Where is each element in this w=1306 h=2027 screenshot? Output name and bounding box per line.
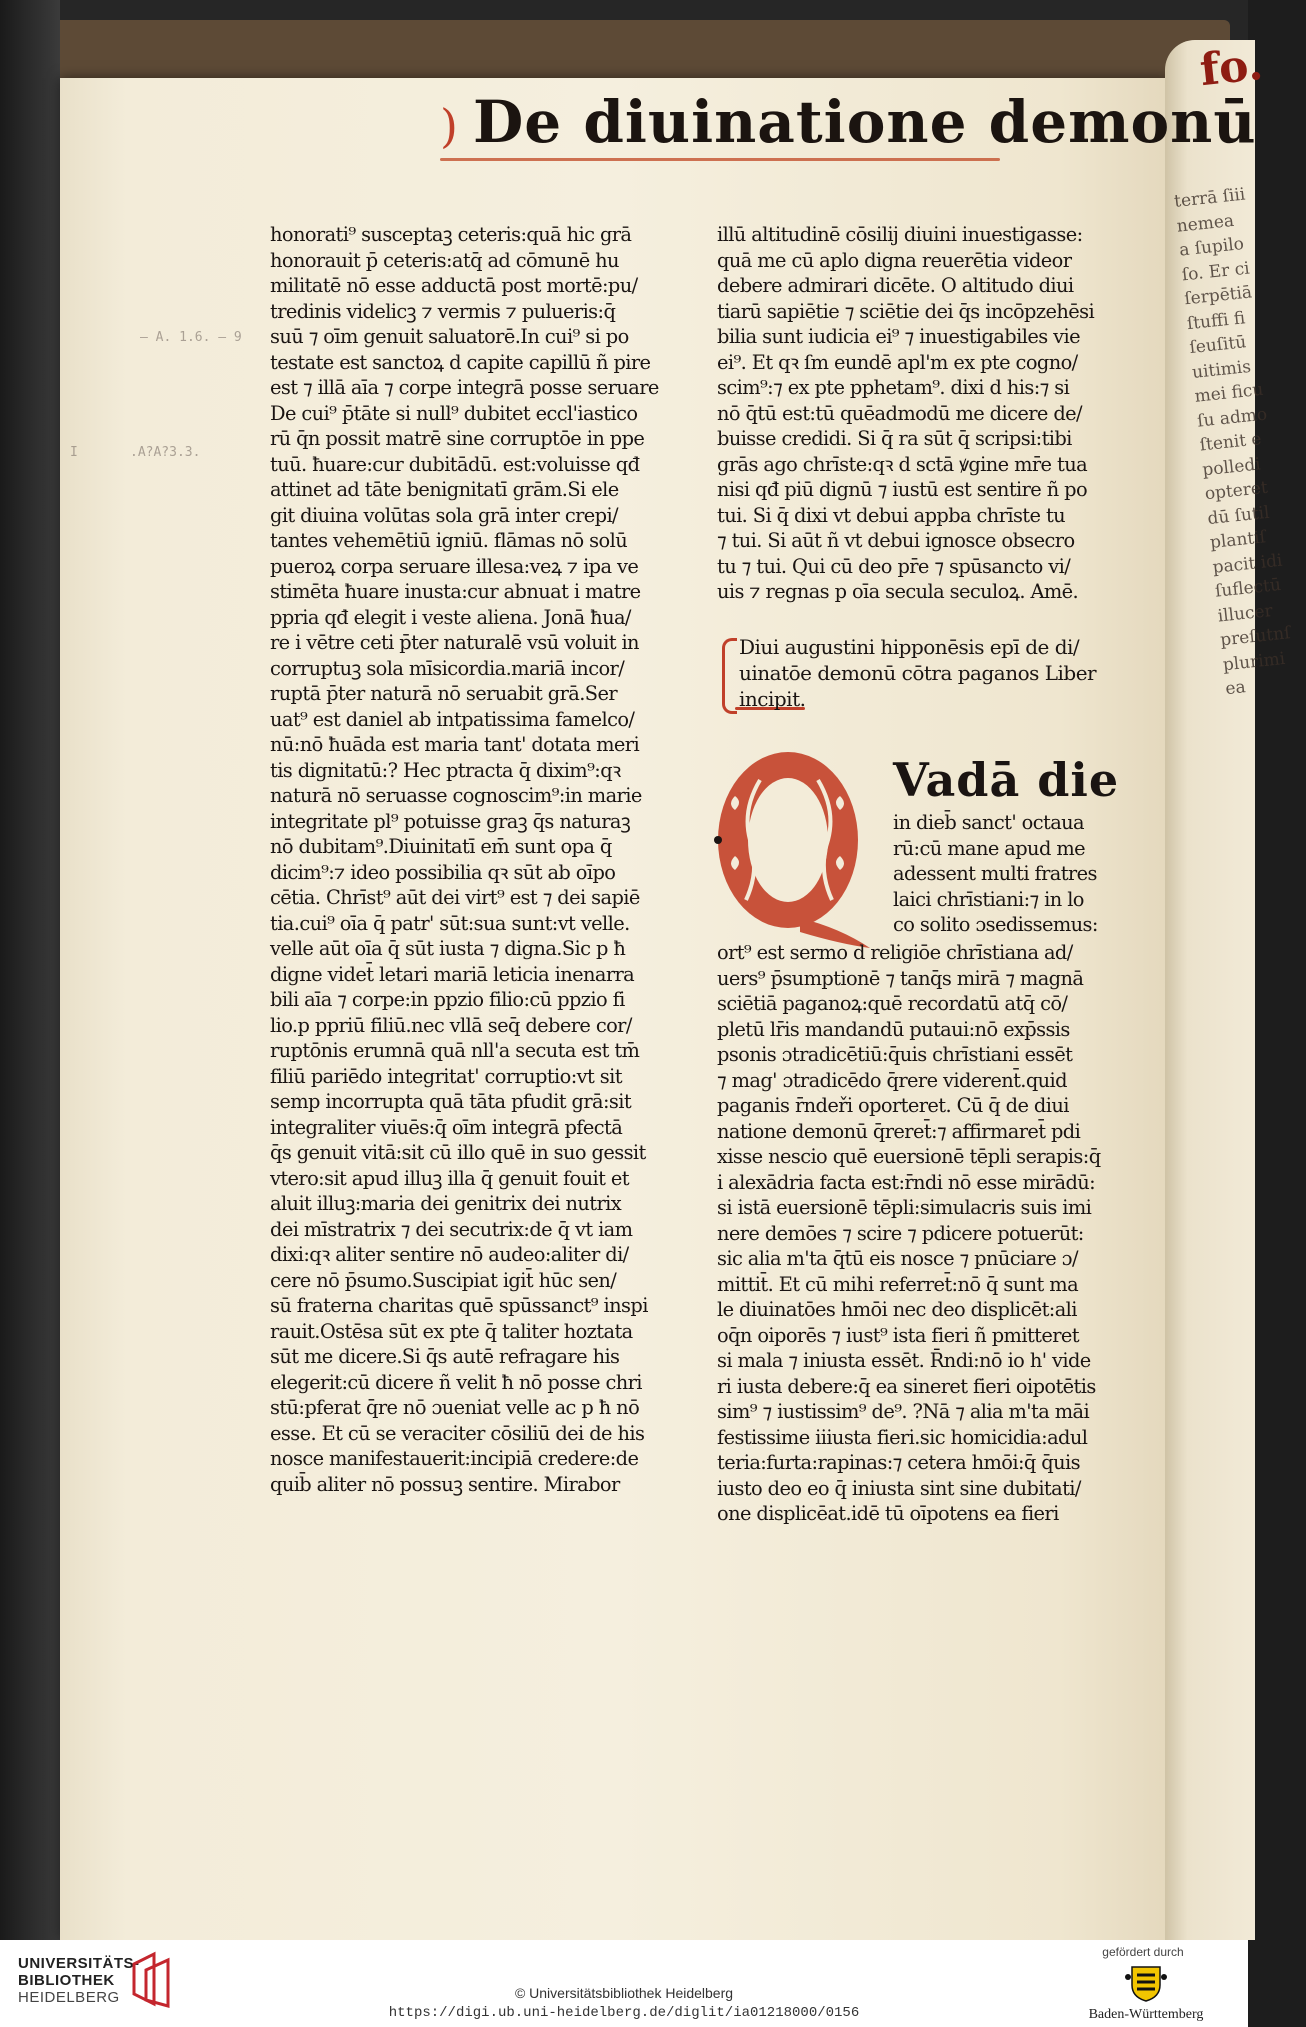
text-line: sciētiā paganoꝝ:quē recordatū atq̄ cō/ (717, 992, 1068, 1015)
bleed-line: uitimis (1191, 356, 1252, 383)
funder-name: Baden-Württemberg (1088, 2007, 1204, 2022)
text-line: natione demonū q̄reret̄:⁊ affirmaret̄ pdi (717, 1119, 1081, 1143)
heading-line: uinatōe demonū cōtra paganos Liber (739, 661, 1097, 685)
text-line: uers⁹ p̄sumptionē ⁊ tanq̄s mirā ⁊ magnā (717, 966, 1084, 990)
text-line: si mala ⁊ iniusta essēt. R̄ndi:nō io h' vide (717, 1349, 1091, 1372)
text-line: cere nō p̄sumo.Suscipiat igit̄ hūc sen/ (270, 1268, 617, 1292)
heading-line: incipit. (739, 687, 806, 711)
text-line: teria:furta:rapinas:⁊ cetera hmōi:q̄ q̄uis (717, 1451, 1080, 1474)
bleed-line: ſu admo (1196, 403, 1268, 432)
text-line: nisi qđ piū dignū ⁊ iustū est sentire ñ po (717, 478, 1088, 501)
text-line: bilia sunt iudicia ei⁹ ⁊ inuestigabiles vie (717, 325, 1080, 348)
bleed-line: mei ficu (1193, 379, 1265, 407)
chapter-heading (717, 634, 1127, 712)
bleed-line: polledi (1201, 453, 1262, 480)
text-line: mittit̄. Et cū mihi referret̄:nō q̄ sunt ma (717, 1272, 1079, 1296)
text-line: cētia. Chrīst⁹ aūt dei virt⁹ est ⁊ dei sapiē (270, 886, 640, 909)
text-line: ⁊ mag' ɔtradicēdo q̄rere viderent̄.quid (717, 1068, 1067, 1092)
text-line: integraliter viuēs:q̄ oīm integrā pfectā (270, 1115, 623, 1139)
incipit-block (893, 752, 1128, 938)
text-line: i alexādria facta est:r̄ndi nō esse mirādū: (717, 1170, 1096, 1194)
baden-wuerttemberg-emblem-icon (1124, 1963, 1168, 2003)
text-line: nō q̄tū est:tū quēadmodū me dicere de/ (717, 401, 1082, 425)
text-line: q̄s genuit vitā:sit cū illo quē in suo gessit (270, 1141, 646, 1164)
text-line: pletū lr̄is mandandū putaui:nō exp̄ssis (717, 1017, 1070, 1041)
text-line: nū:nō ħuāda est maria tant' dotata meri (270, 733, 640, 756)
permalink-url[interactable]: https://digi.ub.uni-heidelberg.de/diglit/ia01218000/0156 (388, 2005, 860, 2021)
text-line: militatē nō esse adductā post mortē:pu/ (270, 274, 638, 297)
text-line: si istā euersionē tēpli:simulacris suis imi (717, 1196, 1092, 1219)
text-line: ruptā p̄ter naturā nō seruabit grā.Ser (270, 682, 617, 705)
bleed-line: ſerpētiā (1183, 282, 1253, 310)
text-line: adessent multi fratres (893, 862, 1097, 885)
left-column (270, 222, 668, 1497)
text-line: est ⁊ illā aīa ⁊ corpe integrā posse seruare (270, 376, 659, 399)
margin-note: — A. 1.6. — 9 (140, 330, 242, 345)
running-head (440, 88, 1257, 156)
text-line: aluit illuꝫ:maria dei genitrix dei nutrix (270, 1192, 622, 1215)
text-line: uat⁹ est daniel ab intpatissima famelco/ (270, 707, 635, 731)
text-line: iusto deo eo q̄ iniusta sint sine dubitati/ (717, 1476, 1081, 1500)
text-line: illū altitudinē cōsilij diuini inuestigasse: (717, 223, 1083, 246)
heading-line: Diui augustini hipponēsis epī de di/ (739, 635, 1080, 659)
bleed-line: plurimi (1221, 648, 1287, 675)
text-line: vtero:sit apud illuꝫ illa q̄ genuit fouit et (270, 1166, 629, 1190)
text-line: laici chrīstiani:⁊ in lo (893, 887, 1084, 911)
text-line: debere admirari dicēte. O altitudo diui (717, 274, 1074, 297)
text-line: corruptuꝫ sola mīsicordia.mariā incor/ (270, 656, 625, 680)
bleed-line: opteret (1203, 477, 1269, 505)
text-line: nere demōes ⁊ scire ⁊ pdicere potuerūt: (717, 1221, 1084, 1245)
text-line: quā me cū aplo digna reuerētia videor (717, 248, 1072, 272)
text-line: one displicēat.idē tū oīpotens ea fieri (717, 1502, 1059, 1525)
facing-page-edge (1165, 40, 1292, 1940)
text-line: tiarū sapiētie ⁊ sciētie dei q̄s incōpzehēsi (717, 299, 1095, 323)
bleed-line: illucer (1216, 600, 1274, 627)
text-line: tuū. ħuare:cur dubitādū. est:voluisse qđ (270, 452, 640, 476)
text-line: ort⁹ est sermo d religiōe chrīstiana ad/ (717, 941, 1073, 964)
text-line: ri iusta debere:q̄ ea sineret fieri oipotētis (717, 1374, 1096, 1398)
text-line: nosce manifestauerit:incipiā credere:de (270, 1447, 639, 1470)
text-line: stimēta ħuare inusta:cur abnuat i matre (270, 580, 641, 603)
bleed-line: terrā ſiii (1173, 184, 1247, 212)
text-line: co solito ɔsedissemus: (893, 913, 1098, 936)
text-line: paganis r̄ndeři oporteret. Cū q̄ de diui (717, 1094, 1069, 1117)
text-line: rū:cū mane apud me (893, 836, 1085, 860)
rubric-flourish (440, 158, 1000, 161)
text-line: ruptōnis erumnā quā nll'a secuta est tm̄ (270, 1039, 640, 1062)
text-line: le diuinatōes hmōi nec deo displicēt:ali (717, 1298, 1077, 1321)
book-spine-edge (0, 0, 60, 1940)
text-line: sic alia m'ta q̄tū eis nosce ⁊ pnūciare ɔ/ (717, 1247, 1078, 1270)
bleed-line: dū ſutil (1206, 502, 1271, 529)
text-line: xisse nescio quē euersionē tēpli serapis:q̄ (717, 1145, 1101, 1168)
text-line: uis ⁊ regnas p oīa secula seculoꝝ. Amē. (717, 580, 1079, 603)
folio-mark: fo. (1197, 38, 1266, 97)
bleed-through-text (1173, 182, 1306, 702)
text-line: buisse credidi. Si q̄ ra sūt q̄ scripsi:tibi (717, 427, 1072, 450)
bleed-line: preſutnſ (1219, 623, 1292, 651)
text-line: suū ⁊ oīm genuit saluatorē.In cui⁹ si po (270, 325, 629, 348)
text-line: velle aūt oīa q̄ sūt iusta ⁊ digna.Sic p ħ (270, 937, 626, 960)
text-line: in dieb̄ sanct' octaua (893, 811, 1085, 834)
library-line1: UNIVERSITÄTS- (18, 1955, 140, 1972)
text-line: nō dubitam⁹.Diuinitatī em̄ sunt opa q̄ (270, 835, 612, 858)
text-line: rū q̄n possit matrē sine corruptōe in ppe (270, 427, 645, 450)
incipit-words: Vadā die (893, 753, 1120, 807)
bleed-line: a ſupilo (1178, 233, 1245, 261)
bleed-line: ſo. Er ci (1180, 257, 1251, 285)
text-line: grās ago chrīste:qꝛ d sctā ꝟgine mr̄e tua (717, 452, 1088, 476)
funded-by-label: gefördert durch (1102, 1945, 1184, 1959)
bleed-line: pacit idi (1211, 550, 1284, 578)
text-line: sim⁹ ⁊ iustissim⁹ de⁹. ?Nā ⁊ alia m'ta māi (717, 1400, 1090, 1423)
right-column-top (717, 222, 1127, 605)
library-line3: HEIDELBERG (18, 1989, 120, 2006)
decorated-initial-q (700, 740, 885, 950)
text-line: digne videt̄ letari mariā leticia inenarra (270, 962, 635, 986)
text-line: De cui⁹ p̄tāte si null⁹ dubitet eccl'iastico (270, 401, 638, 425)
text-line: rauit.Ostēsa sūt ex pte q̄ taliter hoztata (270, 1319, 633, 1343)
text-line: dicim⁹:⁊ ideo possibilia qꝛ sūt ab oīpo (270, 860, 616, 884)
text-line: naturā nō seruasse cognoscim⁹:in marie (270, 784, 642, 807)
bleed-line: ea (1224, 677, 1247, 700)
text-line: tantes vehemētiū igniū. flāmas nō solū (270, 529, 628, 552)
bleed-line: ſtenit e (1198, 429, 1263, 456)
text-line: esse. Et cū se veraciter cōsiliū dei de his (270, 1421, 645, 1445)
bleed-line: plantiſ (1209, 527, 1267, 554)
bleed-line: ſtuffi fi (1186, 307, 1247, 334)
right-column-body (717, 940, 1127, 1527)
text-line: dixi:qꝛ aliter sentire nō audeo:aliter di/ (270, 1243, 629, 1266)
bleed-line: nemea (1175, 210, 1235, 237)
bleed-line: ſeuſitū (1188, 332, 1248, 359)
text-line: tis dignitatū:? Hec ptracta q̄ dixim⁹:qꝛ (270, 758, 621, 782)
text-line: tui. Si q̄ dixi vt debui appba chrīste tu (717, 503, 1066, 527)
text-line: psonis ɔtradicētiū:q̄uis chrīstiani essēt (717, 1043, 1073, 1066)
text-line: pueroꝝ corpa seruare illesa:veꝝ ⁊ ipa ve (270, 554, 639, 578)
text-line: festissime iiiusta fieri.sic homicidia:adul (717, 1425, 1088, 1449)
text-line: sūt me dicere.Si q̄s autē refragare his (270, 1345, 620, 1368)
text-line: oq̄n oiporēs ⁊ iust⁹ ista fieri ñ pmitteret (717, 1323, 1079, 1347)
text-line: ei⁹. Et qꝛ ſm eundē apl'm ex pte cogno/ (717, 350, 1078, 374)
text-line: ⁊ tui. Si aūt ñ vt debui ignosce obsecro (717, 529, 1075, 552)
text-line: semp incorrupta quā tāta pfudit grā:sit (270, 1090, 632, 1113)
text-line: bili aīa ⁊ corpe:in ppzio filio:cū ppzio fi (270, 988, 625, 1011)
bleed-line: ſuflectū (1214, 574, 1282, 602)
text-line: ppria qđ elegit i veste aliena. Jonā ħua/ (270, 605, 631, 629)
text-line: honorauit p̄ ceteris:atq̄ ad cōmunē hu (270, 248, 619, 272)
text-line: re i vētre ceti p̄ter naturalē vsū voluit in (270, 631, 639, 654)
margin-note: I (70, 445, 78, 460)
copyright-text: © Universitätsbibliothek Heidelberg (514, 1985, 734, 2001)
running-head-text: De diuinatione demonū (472, 88, 1257, 156)
text-line: dei mīstratrix ⁊ dei secutrix:de q̄ vt iam (270, 1217, 633, 1241)
text-line: elegerit:cū dicere ñ velit ħ nō posse chri (270, 1370, 642, 1394)
text-line: tredinis videlicꝫ ⁊ vermis ⁊ pulueris:q̄ (270, 299, 616, 323)
rubric-paren: ) (440, 99, 459, 153)
text-line: attinet ad tāte benignitatī grām.Si ele (270, 478, 619, 501)
text-line: quib̄ aliter nō possuꝫ sentire. Mirabor (270, 1472, 620, 1496)
text-line: honorati⁹ susceptaꝫ ceteris:quā hic grā (270, 223, 632, 246)
margin-note: .A?A?3.3. (130, 445, 201, 460)
text-line: tu ⁊ tui. Qui cū deo pr̄e ⁊ spūsancto vi/ (717, 554, 1071, 578)
text-line: git diuina volūtas sola grā inter crepi/ (270, 503, 618, 527)
text-line: lio.p ppriū filiū.nec vllā seq̄ debere cor/ (270, 1013, 632, 1037)
text-line: filiū pariēdo integritat' corruptio:vt sit (270, 1064, 622, 1088)
library-line2: BIBLIOTHEK (18, 1972, 115, 1989)
text-line: integritate pl⁹ potuisse graꝫ q̄s naturaꝫ (270, 809, 631, 833)
text-line: testate est sanctoꝝ d capite capillū ñ pire (270, 350, 651, 374)
text-line: scim⁹:⁊ ex pte pphetam⁹. dixi d his:⁊ si (717, 376, 1070, 399)
text-line: stū:pferat q̄re nō ɔueniat velle ac p ħ nō (270, 1396, 640, 1419)
text-line: sū fraterna charitas quē spūssanct⁹ inspi (270, 1294, 648, 1317)
text-line: tia.cui⁹ oīa q̄ patr' sūt:sua sunt:vt velle. (270, 911, 630, 935)
